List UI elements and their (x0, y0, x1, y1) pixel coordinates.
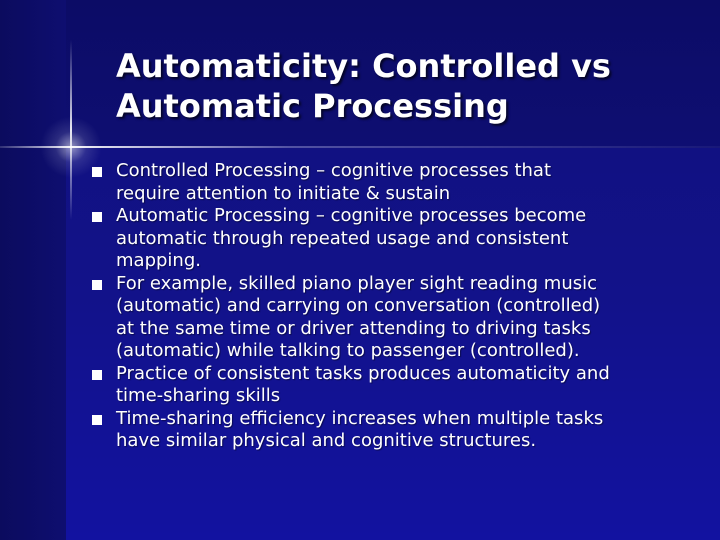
bullet-line: Controlled Processing – cognitive processes that (116, 160, 551, 181)
bullet-line: (automatic) and carrying on conversation (controlled) (116, 295, 601, 316)
slide-title (116, 46, 696, 126)
bullet-line: automatic through repeated usage and consistent (116, 227, 569, 249)
bullet-line: have similar physical and cognitive structures. (116, 430, 537, 451)
bullet-line: For example, skilled piano player sight reading music (116, 272, 597, 294)
square-bullet-icon (92, 280, 102, 290)
square-bullet-icon (92, 167, 102, 177)
bullet-list (92, 160, 692, 453)
bullet-line: time-sharing skills (116, 385, 281, 406)
bullet-item (92, 363, 692, 408)
lens-flare-vertical (70, 40, 72, 220)
bullet-line: mapping. (116, 250, 201, 271)
bullet-line: at the same time or driver attending to driving tasks (116, 317, 591, 339)
bullet-line: Practice of consistent tasks produces automaticity and (116, 362, 610, 384)
bullet-line: (automatic) while talking to passenger (controlled). (116, 340, 580, 361)
bullet-item (92, 273, 692, 363)
left-band (0, 0, 66, 540)
title-line: Automaticity: Controlled vs (116, 47, 611, 85)
square-bullet-icon (92, 415, 102, 425)
bullet-item (92, 408, 692, 453)
bullet-line: Time-sharing efficiency increases when multiple tasks (116, 407, 604, 429)
title-line: Automatic Processing (116, 87, 509, 125)
square-bullet-icon (92, 212, 102, 222)
bullet-line: require attention to initiate & sustain (116, 182, 451, 204)
bullet-item (92, 205, 692, 273)
square-bullet-icon (92, 370, 102, 380)
lens-flare-horizontal (0, 146, 720, 148)
bullet-line: Automatic Processing – cognitive processes become (116, 205, 587, 226)
bullet-item (92, 160, 692, 205)
